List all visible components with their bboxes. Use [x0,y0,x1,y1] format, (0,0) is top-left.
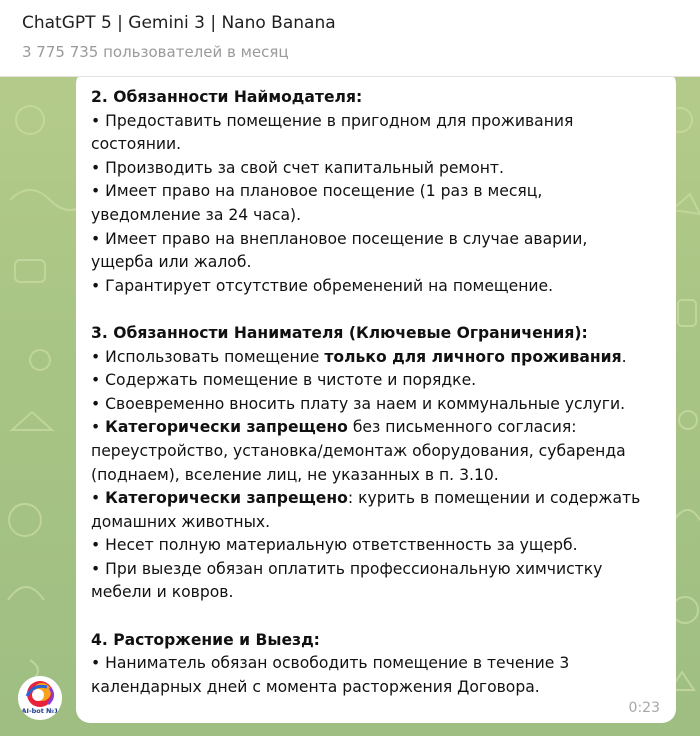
section-title: 2. Обязанности Наймодателя: [91,88,363,106]
message-text [91,86,662,699]
section-title: 4. Расторжение и Выезд: [91,630,320,649]
message-line: • Категорически запрещено: курить в помещении и содержать [91,489,641,508]
message-line: домашних животных. [91,512,271,531]
message-line: • Гарантирует отсутствие обременений на помещение. [91,276,554,295]
message-line: уведомление за 24 часа). [91,205,302,224]
chat-header[interactable] [0,0,700,77]
message-bubble[interactable] [76,70,676,723]
bot-avatar[interactable] [18,676,62,720]
chat-subscriber-count: 3 775 735 пользователей в месяц [22,43,289,61]
message-line: • Имеет право на плановое посещение (1 раз в месяц, [91,182,543,201]
message-line: календарных дней с момента расторжения Договора. [91,677,540,696]
message-timestamp: 0:23 [628,700,660,716]
bot-logo-label: AI-bot №1 [21,707,59,715]
section-title: 3. Обязанности Нанимателя (Ключевые Ограничения): [91,323,588,342]
message-line: (поднаем), вселение лиц, не указанных в п. 3.10. [91,465,499,484]
message-line: • Категорически запрещено без письменного согласия: [91,418,577,437]
message-line: • Наниматель обязан освободить помещение в течение 3 [91,654,570,673]
paragraph-gap [91,605,662,629]
message-line: • Своевременно вносить плату за наем и коммунальные услуги. [91,394,626,413]
message-line: • Содержать помещение в чистоте и порядке. [91,371,477,390]
message-line: • Производить за свой счет капитальный ремонт. [91,158,504,177]
paragraph-gap [91,298,662,322]
message-line: • Использовать помещение только для личного проживания. [91,347,627,366]
message-line: переустройство, установка/демонтаж оборудования, субаренда [91,441,626,460]
message-line: • Предоставить помещение в пригодном для проживания [91,111,574,130]
chat-title: ChatGPT 5 | Gemini 3 | Nano Banana [22,13,336,33]
message-line: • Имеет право на внеплановое посещение в случае аварии, [91,229,588,248]
message-line: ущерба или жалоб. [91,253,252,272]
message-line: мебели и ковров. [91,583,234,602]
message-line: • При выезде обязан оплатить профессиональную химчистку [91,559,603,578]
message-line: • Несет полную материальную ответственность за ущерб. [91,536,578,555]
message-line: состоянии. [91,135,182,154]
